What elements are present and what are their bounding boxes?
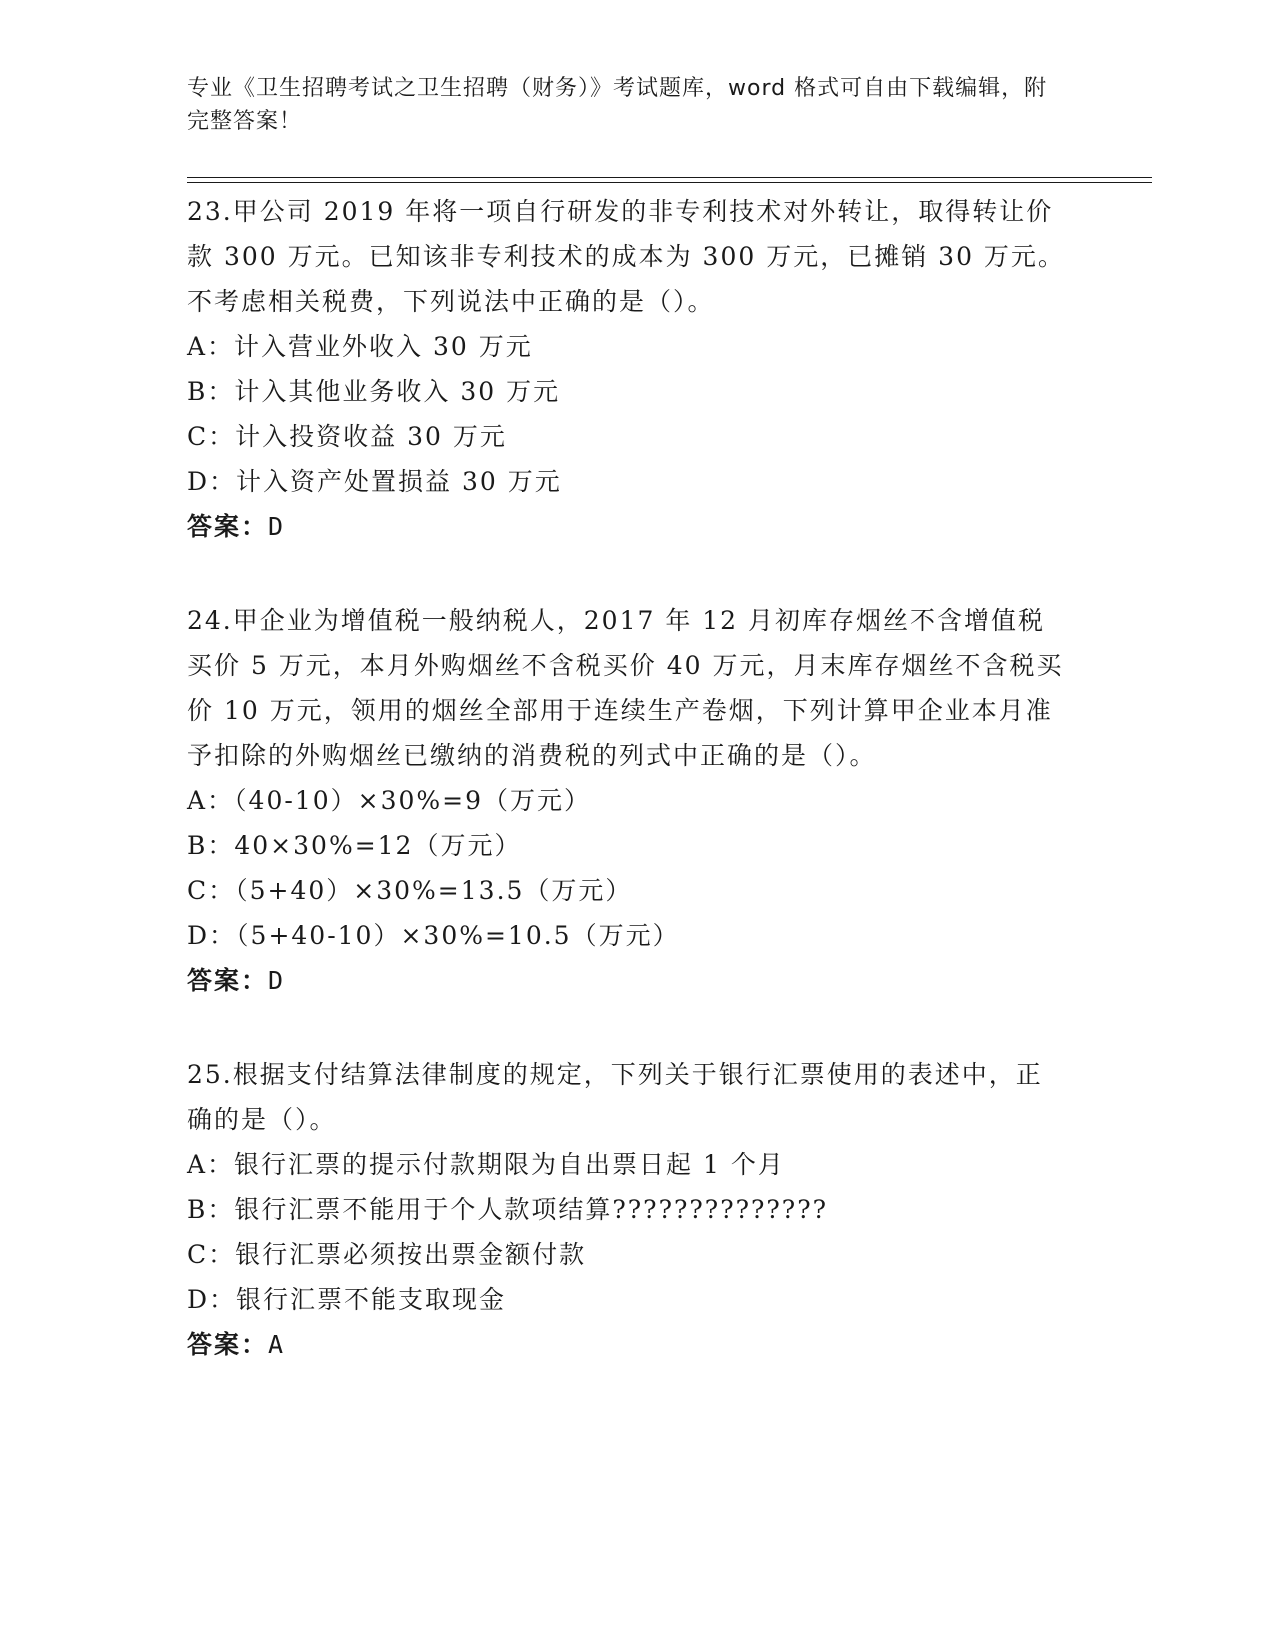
option-d: D：计入资产处置损益 30 万元 (187, 467, 562, 496)
answer-line (187, 1322, 1067, 1367)
answer-line (187, 958, 1067, 1003)
answer-value: D (268, 512, 286, 541)
question-25 (187, 1052, 1067, 1367)
option-a: A：计入营业外收入 30 万元 (187, 332, 533, 361)
answer-line (187, 504, 1067, 549)
document-header: 专业《卫生招聘考试之卫生招聘（财务）》考试题库，word 格式可自由下载编辑，附完整答案！ (187, 76, 1048, 134)
option-c: C：（5+40）×30%=13.5（万元） (187, 876, 633, 905)
question-stem: 23.甲公司 2019 年将一项自行研发的非专利技术对外转让，取得转让价款 300 万元。已知该非专利技术的成本为 300 万元，已摊销 30 万元。不考虑相关税费，下列说法中正确的是（）。 (187, 197, 1065, 316)
option-c: C：银行汇票必须按出票金额付款 (187, 1240, 587, 1269)
option-b: B：40×30%=12（万元） (187, 831, 522, 860)
option-d: D：银行汇票不能支取现金 (187, 1285, 507, 1314)
answer-value: D (268, 966, 286, 995)
answer-label: 答案： (187, 966, 269, 995)
answer-label: 答案： (187, 1330, 269, 1359)
option-b: B：银行汇票不能用于个人款项结算?????????????? (187, 1195, 829, 1224)
option-d: D：（5+40-10）×30%=10.5（万元） (187, 921, 680, 950)
option-b: B：计入其他业务收入 30 万元 (187, 377, 561, 406)
answer-value: A (268, 1330, 286, 1359)
header-rule-bottom (187, 182, 1152, 183)
option-c: C：计入投资收益 30 万元 (187, 422, 507, 451)
option-a: A：银行汇票的提示付款期限为自出票日起 1 个月 (187, 1150, 785, 1179)
question-24 (187, 598, 1067, 1003)
question-stem: 24.甲企业为增值税一般纳税人，2017 年 12 月初库存烟丝不含增值税买价 5 万元，本月外购烟丝不含税买价 40 万元，月末库存烟丝不含税买价 10 万元，领用的烟丝全部用于连续生产卷烟，下列计算甲企业本月准予扣除的外购烟丝已缴纳的消费税的列式中正确的是（）。 (187, 606, 1064, 770)
question-23 (187, 189, 1067, 549)
question-stem: 25.根据支付结算法律制度的规定，下列关于银行汇票使用的表述中，正确的是（）。 (187, 1060, 1043, 1134)
answer-label: 答案： (187, 512, 269, 541)
header-rule-top (187, 177, 1152, 178)
option-a: A：（40-10）×30%=9（万元） (187, 786, 591, 815)
